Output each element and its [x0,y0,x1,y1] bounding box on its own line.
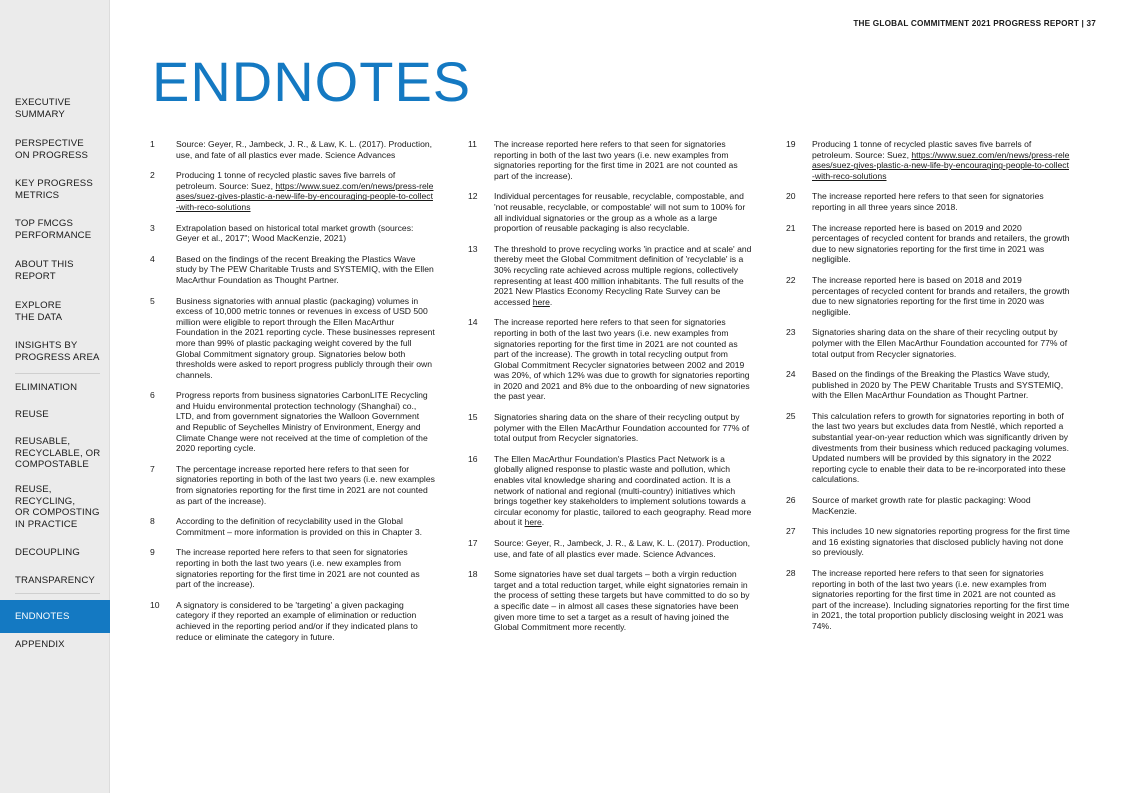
endnote-number: 19 [786,139,796,149]
endnote-text [812,369,1071,401]
endnote-item [786,275,1071,317]
nav-reusable-recyclable-compostable[interactable]: REUSABLE, RECYCLABLE, OR COMPOSTABLE [15,436,101,471]
endnote-number: 11 [468,139,477,149]
nav-elimination[interactable]: ELIMINATION [15,382,78,393]
endnote-link[interactable]: here [524,517,542,528]
nav-reuse-recycling-composting[interactable]: REUSE, RECYCLING, OR COMPOSTING IN PRACTICE [15,484,100,530]
endnote-number: 22 [786,274,796,285]
endnote-text [176,139,435,160]
endnote-text [812,275,1071,317]
nav-key-progress-metrics[interactable]: KEY PROGRESS METRICS [15,178,93,201]
endnote-item [150,223,435,244]
nav-divider [15,373,100,374]
endnote-number: 1 [150,139,155,149]
endnote-body: Producing 1 tonne of recycled plastic saves five barrels of petroleum. Source: Suez, [812,139,1032,160]
endnote-body: Source of market growth rate for plastic packaging: Wood MacKenzie. [812,495,1031,516]
endnote-text [176,170,435,212]
endnote-item [150,139,435,160]
endnote-text [494,244,753,308]
endnote-body: The increase reported here refers to that seen for signatories reporting in both of the last two years (i.e. new examples from signatories reporting for the first time in 2021 are not counted as part of the increase). The growth in total recycling output from Global Commitment Recycler signatories between 2002 and 2019 was 20%, of which 12% was due to growth for signatories reporting in 2020 and 2021 and 8% due to the onboarding of new signatories the past year. [494,317,750,402]
endnote-number: 7 [150,463,155,474]
endnote-item [150,547,435,589]
endnote-body: The threshold to prove recycling works 'in practice and at scale' and thereby meet the Global Commitment definition of 'recyclable' is a 30% recycling rate achieved across multiple regions, collectively representing at least 400 million inhabitants. The full results of the 2021 New Plastics Economy Recycling Rate Survey can be accessed [494,243,752,307]
endnote-text [176,516,435,537]
endnote-number: 9 [150,547,155,558]
endnote-text [176,296,435,381]
endnote-item [786,568,1071,632]
endnote-item [786,327,1071,359]
endnote-item [786,526,1071,558]
nav-decoupling[interactable]: DECOUPLING [15,547,80,558]
endnote-item [468,454,753,528]
endnote-item [150,170,435,212]
nav-top-fmcgs-performance[interactable]: TOP FMCGS PERFORMANCE [15,218,92,241]
endnote-body: The percentage increase reported here refers to that seen for signatories reporting in both of the last two years (i.e. new examples from signatories reporting for the first time in 2021 are not counted as part of the increase). [176,463,435,506]
sidebar-nav [0,0,110,793]
endnote-number: 25 [786,410,796,421]
endnote-item [150,296,435,381]
endnote-text [494,191,753,233]
endnote-item [150,516,435,537]
endnote-body: This includes 10 new signatories reporting progress for the first time and 16 existing signatories that disclosed publicly having not done so previously. [812,526,1070,558]
endnote-item [786,191,1071,212]
nav-reuse[interactable]: REUSE [15,409,49,420]
endnote-link[interactable]: https://www.suez.com/en/news/press-releases/suez-gives-plastic-a-new-life-by-encouraging-people-to-collect-with-reco-solutions [176,180,434,212]
endnote-body: The increase reported here refers to that seen for signatories reporting in all three years since 2018. [812,191,1044,212]
endnote-body: Signatories sharing data on the share of their recycling output by polymer with the Ellen MacArthur Foundation accounted for 77% of total output from Recycler signatories. [812,327,1068,359]
endnote-body: The increase reported here refers to that seen for signatories reporting in both the last two years (i.e. new examples from signatories reporting for the first time in 2021 are not counted as part of the increase). [176,547,420,590]
endnote-body: According to the definition of recyclability used in the Global Commitment – more information is provided on this in Chapter 3. [176,516,422,537]
endnote-item [468,244,753,308]
endnote-item [786,495,1071,516]
endnote-body: Source: Geyer, R., Jambeck, J. R., & Law, K. L. (2017). Production, use, and fate of all plastics ever made. Science Advances. [494,538,751,559]
endnote-text [176,254,435,286]
notes-column-2 [468,139,753,643]
endnote-body: A signatory is considered to be 'targeting' a given packaging category if they reported an example of elimination or reduction achieved in the reporting period and/or if they indicated plans to reduce or eliminate the category in future. [176,599,418,642]
endnote-body: The increase reported here refers to that seen for signatories reporting in both of the last two years (i.e. new examples from signatories reporting for the first time in 2021 are not counted as part of the increase). Including signatories reporting for the first time in 2021, the total proportion publicly disclosing weight in 2021 was 74%. [812,568,1070,631]
endnote-item [468,538,753,559]
endnote-number: 24 [786,369,796,380]
endnote-link[interactable]: https://www.suez.com/en/news/press-releases/suez-gives-plastic-a-new-life-by-encouraging-people-to-collect-with-reco-solutions [812,149,1070,181]
endnote-body: This calculation refers to growth for signatories reporting in both of the last two years but excludes data from Nestlé, which reported a substantial year-on-year reduction which was significantly driven by divestments from their business which reduced packaging volumes. Updated numbers will be provided by this signatory in the 2022 reporting cycle to enable their data to be re-incorporated into these calculations. [812,410,1069,485]
nav-transparency[interactable]: TRANSPARENCY [15,575,95,586]
endnote-body: Based on the findings of the Breaking the Plastics Wave study, published in 2020 by The PEW Charitable Trusts and SYSTEMIQ, with the Ellen MacArthur Foundation as Thought Partner. [812,369,1064,401]
endnote-number: 28 [786,568,796,578]
notes-column-1 [150,139,435,652]
endnote-text [812,327,1071,359]
endnote-item [786,369,1071,401]
endnote-item [786,223,1071,265]
nav-executive-summary[interactable]: EXECUTIVE SUMMARY [15,97,71,120]
endnote-item [150,390,435,454]
endnote-number: 23 [786,327,796,338]
endnote-trailing: . [541,517,545,528]
endnote-number: 2 [150,170,155,181]
endnote-body: The Ellen MacArthur Foundation's Plastics Pact Network is a globally aligned response to plastic waste and pollution, which enables vital knowledge sharing and coordinated action. It is a network of national and regional (multi-country) initiatives which brings together key stakeholders to implement solutions towards a circular economy for plastic, tailored to each geography. Read more about it [494,453,752,528]
endnote-body: Source: Geyer, R., Jambeck, J. R., & Law, K. L. (2017). Production, use, and fate of all plastics ever made. Science Advances [176,139,433,160]
endnote-number: 6 [150,390,155,401]
nav-about-this-report[interactable]: ABOUT THIS REPORT [15,259,74,282]
endnote-text [176,464,435,506]
nav-insights-by-progress-area[interactable]: INSIGHTS BY PROGRESS AREA [15,340,100,363]
endnote-item [468,412,753,444]
endnote-text [176,547,435,589]
endnote-number: 21 [786,222,796,233]
nav-perspective-on-progress[interactable]: PERSPECTIVE ON PROGRESS [15,138,89,161]
endnote-number: 20 [786,191,796,202]
endnote-body: Progress reports from business signatories CarbonLITE Recycling and Huidu environmental protection technology (Shanghai) co., LTD, and from government signatories the Walloon Government and Republic of Seychelles Ministry of Environment, Energy and Climate Change were not received at the time of completion of the 2020 reporting cycle. [176,390,428,454]
endnote-text [494,569,753,633]
endnote-number: 16 [468,453,478,464]
endnote-text [812,526,1071,558]
nav-explore-the-data[interactable]: EXPLORE THE DATA [15,300,63,323]
endnote-number: 26 [786,495,796,506]
endnote-item [150,254,435,286]
endnote-number: 8 [150,516,155,527]
endnote-body: The increase reported here is based on 2019 and 2020 percentages of recycled content for brands and retailers, the growth due to new signatories reporting for the first time in 2021 was negligible. [812,222,1070,265]
endnote-number: 15 [468,412,478,423]
endnote-link[interactable]: here [532,296,550,307]
endnote-item [150,600,435,642]
endnote-text [494,454,753,528]
endnote-number: 5 [150,295,155,306]
endnote-number: 14 [468,317,478,328]
endnote-body: Signatories sharing data on the share of their recycling output by polymer with the Ellen MacArthur Foundation accounted for 77% of total output from Recycler signatories. [494,412,750,444]
endnote-item [786,411,1071,485]
endnote-text [494,317,753,402]
endnote-text [176,223,435,244]
endnote-body: Extrapolation based on historical total market growth (sources: Geyer et al., 2017"; Wood MacKenzie, 2021) [176,222,414,244]
endnote-text [812,411,1071,485]
endnote-body: Some signatories have set dual targets – both a virgin reduction target and a total reduction target, while eight signatories remain in the process of setting these targets but have committed to do so by a specific date – in almost all cases these signatories have been given more time to set a target as a result of having joined the Global Commitment more recently. [494,569,750,633]
endnote-item [468,139,753,181]
endnote-number: 12 [468,191,478,202]
endnote-text [812,495,1071,516]
notes-column-3 [786,139,1071,642]
endnote-item [468,317,753,402]
endnote-text [494,538,753,559]
endnote-item [468,569,753,633]
report-header: THE GLOBAL COMMITMENT 2021 PROGRESS REPORT | 37 [853,19,1096,28]
nav-endnotes-label: ENDNOTES [15,611,70,622]
endnote-text [812,191,1071,212]
endnote-number: 4 [150,253,155,264]
endnote-item [468,191,753,233]
endnote-number: 10 [150,599,160,610]
endnote-trailing: . [549,296,553,307]
endnote-text [494,139,753,181]
endnote-text [176,600,435,642]
endnote-text [812,139,1071,181]
nav-divider [15,593,100,594]
endnote-body: Business signatories with annual plastic (packaging) volumes in excess of 10,000 metric tonnes or revenues in excess of USD 500 million were eligible to report through the Ellen MacArthur Foundation in the 2021 reporting cycle. These businesses represent more than 99% of plastic packaging weight covered by the full Global Commitment signatory group. Signatories below both thresholds were asked to report progress publicly through their own channels. [176,295,435,380]
nav-appendix[interactable]: APPENDIX [15,639,65,650]
endnote-text [494,412,753,444]
endnote-number: 3 [150,222,155,233]
endnote-number: 18 [468,569,478,580]
endnote-body: The increase reported here refers to that seen for signatories reporting in both of the last two years (i.e. new examples from signatories reporting for the first time in 2021 are not counted as part of the increase). [494,139,738,181]
endnote-number: 13 [468,243,478,254]
endnote-item [786,139,1071,181]
endnote-body: Based on the findings of the recent Breaking the Plastics Wave study by The PEW Charitable Trusts and SYSTEMIQ, with the Ellen MacArthur Foundation as Thought Partner. [176,253,434,285]
endnote-number: 17 [468,538,478,548]
endnote-body: Individual percentages for reusable, recyclable, compostable, and 'not reusable, recyclable, or compostable' will not sum to 100% for all individual signatories or the group as a whole as a large proportion of reusable packaging is also recyclable. [494,191,746,234]
endnote-text [812,223,1071,265]
nav-endnotes[interactable] [0,600,110,633]
page-title: ENDNOTES [152,50,472,113]
endnote-item [150,464,435,506]
endnote-body: Producing 1 tonne of recycled plastic saves five barrels of petroleum. Source: Suez, [176,170,396,191]
endnote-text [812,568,1071,632]
endnote-body: The increase reported here is based on 2018 and 2019 percentages of recycled content for brands and retailers, the growth due to new signatories reporting for the first time in 2020 was negligible. [812,274,1070,317]
endnote-number: 27 [786,526,796,537]
endnote-text [176,390,435,454]
